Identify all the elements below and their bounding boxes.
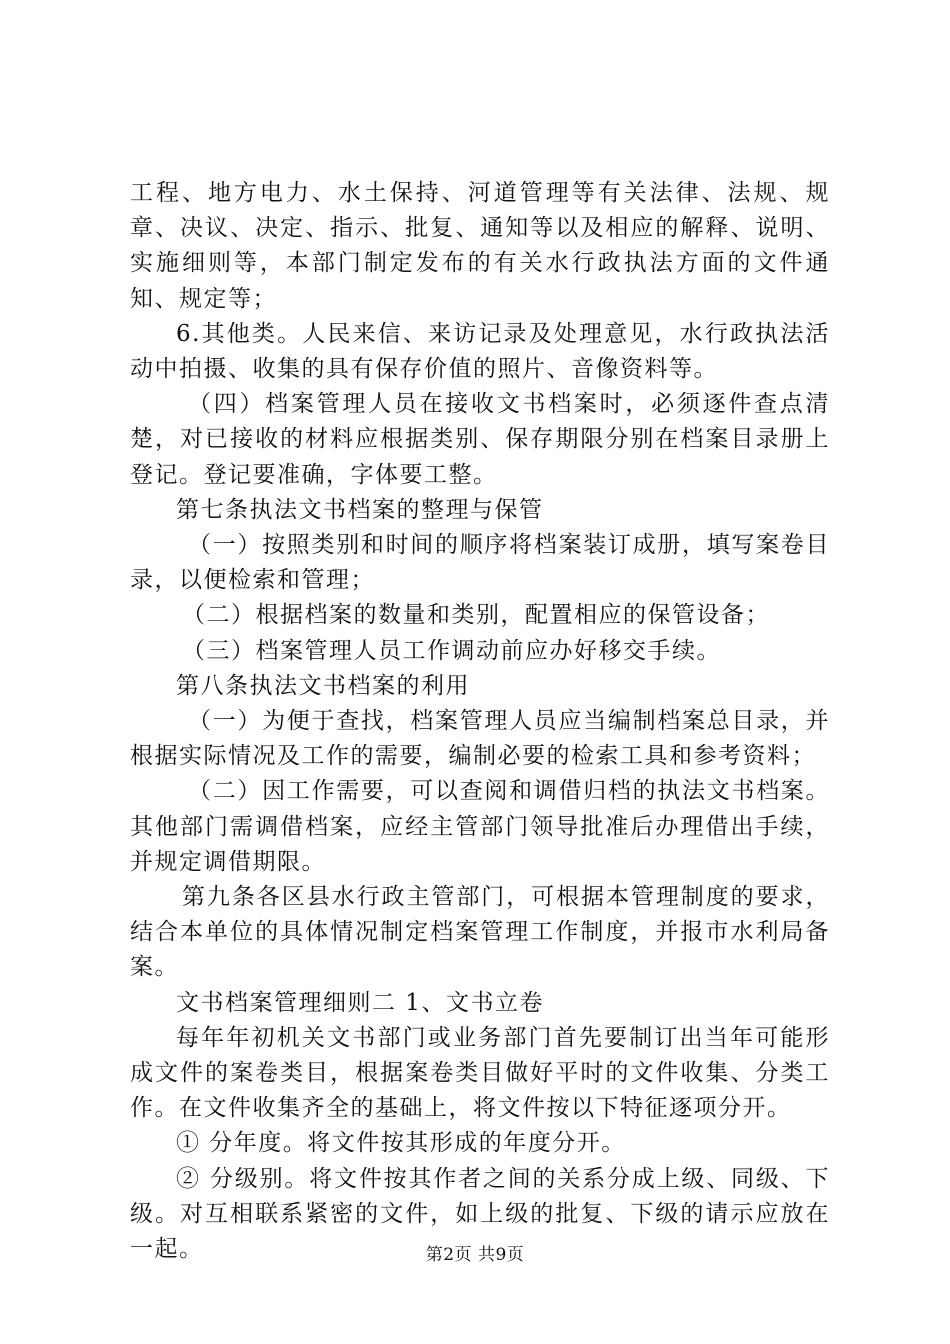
article-7-heading: 第七条执法文书档案的整理与保管 [176,496,544,523]
article-8-heading: 第八条执法文书档案的利用 [176,672,470,699]
paragraph-article-9: 第九条各区县水行政主管部门，可根据本管理制度的要求，结合本单位的具体情况制定档案管理工作制度，并报市水利局备案。 [130,884,830,981]
section-heading-filing: 文书档案管理细则二 1、文书立卷 [176,989,544,1016]
paragraph-article-7-item-2: （二）根据档案的数量和类别，配置相应的保管设备； [182,602,770,629]
list-item-by-year: ① 分年度。将文件按其形成的年度分开。 [176,1130,626,1157]
paragraph-article-7-item-3: （三）档案管理人员工作调动前应办好移交手续。 [182,637,721,664]
paragraph-other-category: 6.其他类。人民来信、来访记录及处理意见，水行政执法活动中拍摄、收集的具有保存价值的照片、音像资料等。 [130,320,830,383]
paragraph-regulations-continued: 工程、地方电力、水土保持、河道管理等有关法律、法规、规章、决议、决定、指示、批复、通知等以及相应的解释、说明、实施细则等，本部门制定发布的有关水行政执法方面的文件通知、规定等； [130,180,830,312]
paragraph-annual-catalog: 每年年初机关文书部门或业务部门首先要制订出当年可能形成文件的案卷类目，根据案卷类目做好平时的文件收集、分类工作。在文件收集齐全的基础上，将文件按以下特征逐项分开。 [130,1024,830,1122]
document-body [130,176,830,1267]
paragraph-article-8-item-1: （一）为便于查找，档案管理人员应当编制档案总目录，并根据实际情况及工作的需要，编制必要的检索工具和参考资料； [130,708,830,770]
paragraph-article-7-item-1: （一）按照类别和时间的顺序将档案装订成册，填写案卷目录，以便检索和管理； [130,532,830,594]
paragraph-article-8-item-2: （二）因工作需要，可以查阅和调借归档的执法文书档案。其他部门需调借档案，应经主管部门领导批准后办理借出手续，并规定调借期限。 [130,778,830,875]
paragraph-item-4-receiving: （四）档案管理人员在接收文书档案时，必须逐件查点清楚，对已接收的材料应根据类别、保存期限分别在档案目录册上登记。登记要准确，字体要工整。 [130,391,830,488]
page-number-footer: 第2页 共9页 [425,1245,525,1265]
list-item-by-level: ② 分级别。将文件按其作者之间的关系分成上级、同级、下级。对互相联系紧密的文件，如上级的批复、下级的请示应放在一起。 [130,1165,830,1263]
